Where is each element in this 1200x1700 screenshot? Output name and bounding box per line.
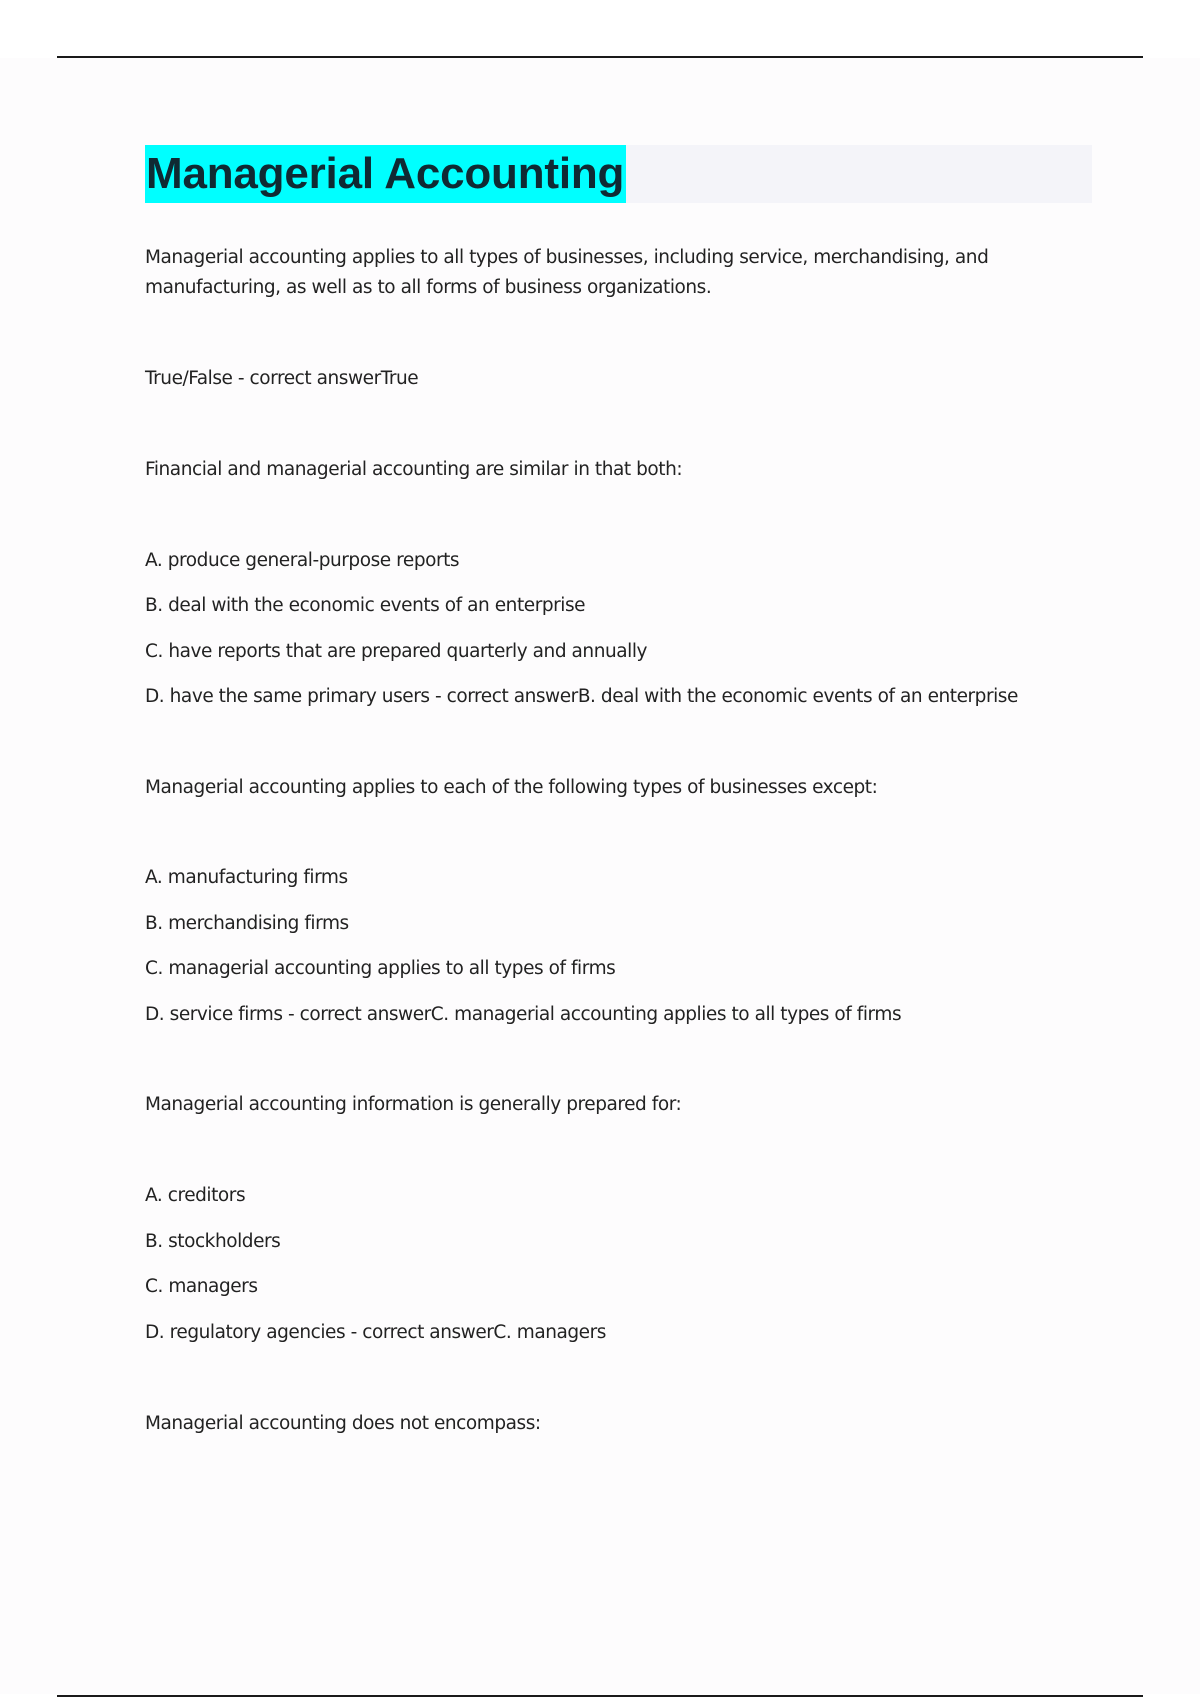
document-title: Managerial Accounting [145, 145, 626, 203]
q2-option-a: A. produce general-purpose reports [145, 550, 460, 571]
q5-question: Managerial accounting does not encompass: [145, 1413, 541, 1434]
header-rule [57, 56, 1143, 58]
q3-question: Managerial accounting applies to each of the following types of businesses except: [145, 777, 878, 798]
q4-option-a: A. creditors [145, 1185, 246, 1206]
q3-option-a: A. manufacturing firms [145, 867, 348, 888]
q2-option-b: B. deal with the economic events of an enterprise [145, 595, 586, 616]
q4-option-b: B. stockholders [145, 1231, 281, 1252]
q2-option-c: C. have reports that are prepared quarterly and annually [145, 641, 648, 662]
q3-option-d: D. service firms - correct answerC. managerial accounting applies to all types of firms [145, 1004, 902, 1025]
q2-option-d: D. have the same primary users - correct answerB. deal with the economic events of an enterprise [145, 686, 1018, 707]
q4-question: Managerial accounting information is generally prepared for: [145, 1094, 682, 1115]
q4-option-d: D. regulatory agencies - correct answerC. managers [145, 1322, 606, 1343]
q4-option-c: C. managers [145, 1276, 258, 1297]
intro-text-line-1: Managerial accounting applies to all types of businesses, including service, merchandising, and [145, 247, 989, 268]
q2-question: Financial and managerial accounting are similar in that both: [145, 459, 683, 480]
q1-answer: True/False - correct answerTrue [145, 368, 419, 389]
intro-text-line-2: manufacturing, as well as to all forms of business organizations. [145, 277, 712, 298]
footer-rule [57, 1695, 1143, 1697]
q3-option-b: B. merchandising firms [145, 913, 349, 934]
q3-option-c: C. managerial accounting applies to all types of firms [145, 958, 616, 979]
